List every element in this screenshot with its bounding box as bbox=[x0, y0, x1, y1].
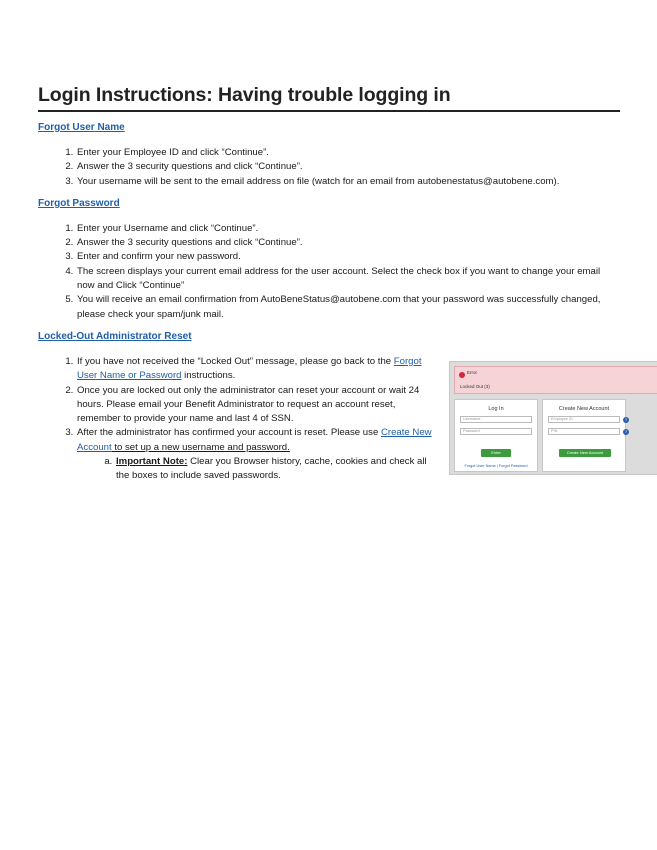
page-title: Login Instructions: Having trouble logging in bbox=[38, 84, 620, 112]
locked-out-steps bbox=[38, 355, 436, 484]
pin-placeholder: PIN bbox=[551, 428, 558, 433]
forgot-password-steps bbox=[38, 222, 620, 322]
error-icon bbox=[459, 372, 465, 378]
document-page bbox=[38, 84, 628, 484]
important-note bbox=[115, 455, 436, 484]
step-text: After the administrator has confirmed your account is reset. Please use bbox=[77, 427, 381, 439]
list-item: 4. The screen displays your current email address for the user account. Select the check box if you want to change your email now and Click “Continue” bbox=[76, 265, 620, 294]
create-account-link[interactable]: Create New Account bbox=[77, 427, 432, 453]
list-item: 2. Answer the 3 security questions and click “Continue”. bbox=[76, 236, 620, 250]
list-item: 3. Enter and confirm your new password. bbox=[76, 250, 620, 264]
forgot-credentials-link[interactable]: Forgot User Name or Password bbox=[77, 355, 422, 382]
employee-id-placeholder: Employee ID bbox=[551, 416, 573, 421]
error-title: Error bbox=[467, 369, 477, 375]
username-field[interactable]: Username bbox=[460, 416, 532, 423]
list-item bbox=[76, 426, 436, 483]
login-title: Log In bbox=[488, 405, 504, 412]
pin-field[interactable] bbox=[548, 428, 628, 435]
list-item: 2. Answer the 3 security questions and click “Continue”. bbox=[76, 160, 620, 174]
step-text: If you have not received the “Locked Out” message, please go back to the bbox=[77, 355, 394, 367]
list-item: 1. Enter your Employee ID and click “Continue”. bbox=[76, 146, 620, 160]
enter-button[interactable]: Enter bbox=[481, 449, 511, 457]
step-text: to set up a new username and password. bbox=[111, 441, 290, 453]
login-screenshot bbox=[449, 361, 657, 475]
sub-list bbox=[77, 455, 436, 484]
create-account-title: Create New Account bbox=[558, 405, 610, 412]
note-label: Important Note: bbox=[116, 456, 188, 468]
help-icon[interactable]: ? bbox=[624, 416, 628, 422]
forgot-links[interactable]: Forgot User Name | Forgot Password bbox=[464, 463, 528, 468]
create-account-button[interactable]: Create New Account bbox=[559, 449, 611, 457]
password-field[interactable]: Password bbox=[460, 428, 532, 435]
employee-id-field[interactable] bbox=[548, 416, 628, 423]
forgot-username-steps bbox=[38, 146, 620, 189]
help-icon[interactable]: ? bbox=[624, 428, 628, 434]
list-item bbox=[76, 355, 436, 384]
section-locked-out bbox=[38, 322, 628, 484]
section-forgot-password bbox=[38, 189, 620, 322]
list-item: 3. Your username will be sent to the email address on file (watch for an email from autobenestatus@autobene.com). bbox=[76, 175, 620, 189]
list-item: 5. You will receive an email confirmation from AutoBeneStatus@autobene.com that your password was successfully changed, please check your spam/junk mail. bbox=[76, 293, 620, 322]
note-text: Clear you Browser history, cache, cookies and check all the boxes to include saved passwords. bbox=[116, 456, 427, 482]
section-forgot-username bbox=[38, 112, 620, 189]
forgot-password-heading: Forgot Password bbox=[38, 197, 120, 209]
forgot-username-heading: Forgot User Name bbox=[38, 122, 125, 133]
list-item: 1. Enter your Username and click “Continue”. bbox=[76, 222, 620, 236]
error-banner bbox=[454, 366, 657, 394]
locked-out-heading: Locked-Out Administrator Reset bbox=[38, 330, 192, 342]
create-account-panel bbox=[542, 399, 626, 472]
error-message: Locked Out (3) bbox=[460, 383, 490, 389]
list-item: 2. Once you are locked out only the administrator can reset your account or wait 24 hours. Please email your Benefit Administrator to request an account reset, remember to provide your name and last 4 of SSN. bbox=[76, 384, 436, 427]
login-panel bbox=[454, 399, 538, 472]
step-text: instructions. bbox=[181, 370, 236, 382]
